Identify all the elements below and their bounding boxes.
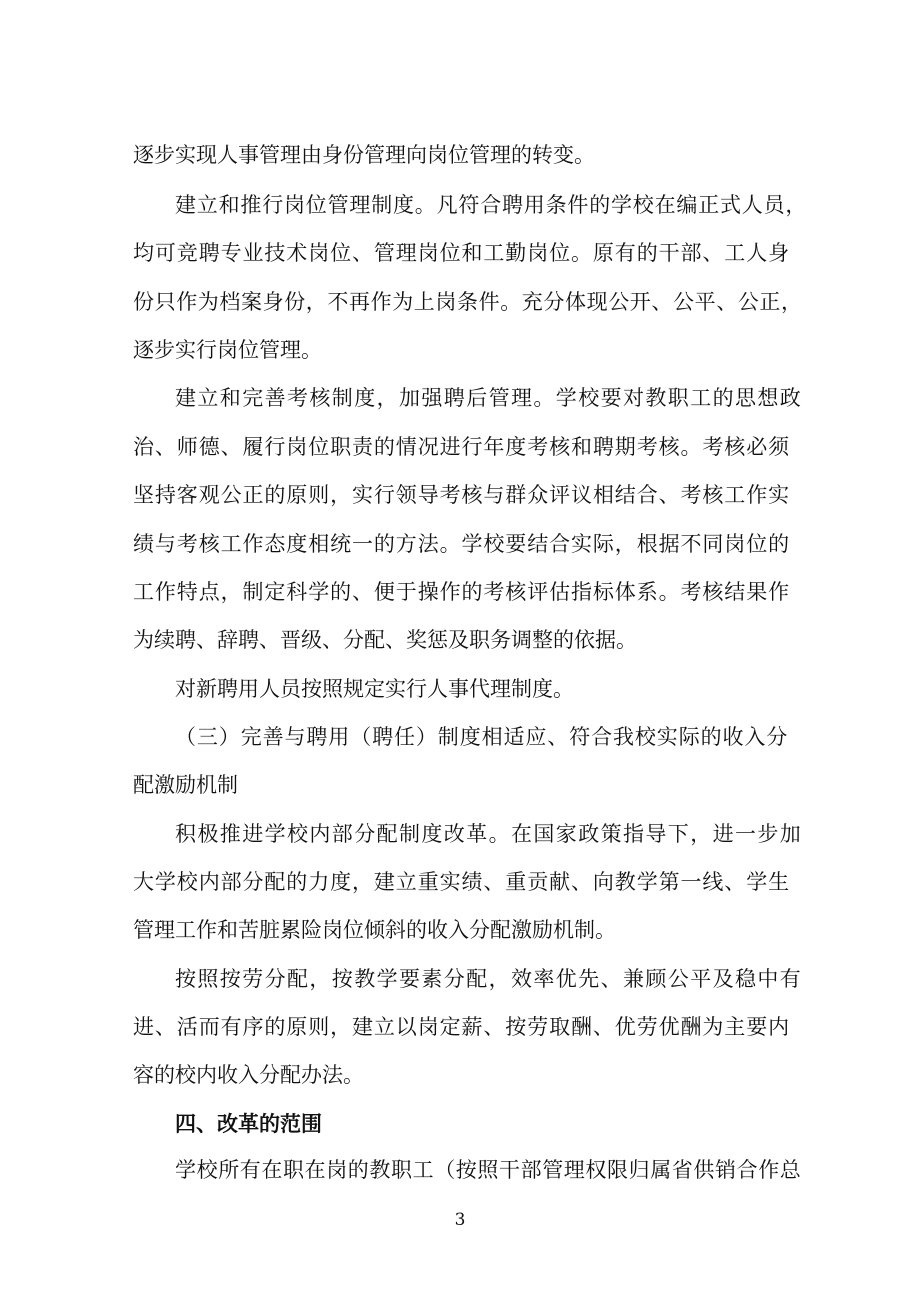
line-text: 配激励机制 bbox=[133, 773, 238, 797]
line-text: 份只作为档案身份，不再作为上岗条件。充分体现公开、公平、公正， bbox=[133, 290, 803, 314]
line-text: 建立和完善考核制度，加强聘后管理。学校要对教职工的思想政 bbox=[175, 386, 803, 410]
line-text: 治、师德、履行岗位职责的情况进行年度考核和聘期考核。考核必须 bbox=[133, 435, 790, 459]
line-text: 容的校内收入分配办法。 bbox=[133, 1063, 364, 1087]
heading-text: 四、改革的范围 bbox=[175, 1112, 322, 1136]
line-text: 进、活而有序的原则，建立以岗定薪、按劳取酬、优劳优酬为主要内 bbox=[133, 1015, 790, 1039]
line-text: 按照按劳分配，按教学要素分配，效率优先、兼顾公平及稳中有 bbox=[175, 967, 803, 991]
line-text: 逐步实现人事管理由身份管理向岗位管理的转变。 bbox=[133, 143, 595, 167]
page-number: 3 bbox=[454, 1210, 466, 1230]
line-text: 工作特点，制定科学的、便于操作的考核评估指标体系。考核结果作 bbox=[133, 580, 790, 604]
line-text: 建立和推行岗位管理制度。凡符合聘用条件的学校在编正式人员， bbox=[175, 193, 808, 217]
line-text: 逐步实行岗位管理。 bbox=[133, 338, 322, 362]
line-text: 坚持客观公正的原则，实行领导考核与群众评议相结合、考核工作实 bbox=[133, 483, 790, 507]
line-text: 积极推进学校内部分配制度改革。在国家政策指导下，进一步加 bbox=[175, 822, 803, 846]
line-text: 绩与考核工作态度相统一的方法。学校要结合实际，根据不同岗位的 bbox=[133, 532, 790, 556]
line-text: （三）完善与聘用（聘任）制度相适应、符合我校实际的收入分 bbox=[175, 725, 789, 749]
line-text: 为续聘、辞聘、晋级、分配、奖惩及职务调整的依据。 bbox=[133, 628, 637, 652]
line-text: 对新聘用人员按照规定实行人事代理制度。 bbox=[175, 677, 574, 701]
line-text: 大学校内部分配的力度，建立重实绩、重贡献、向教学第一线、学生 bbox=[133, 870, 790, 894]
line-text: 学校所有在职在岗的教职工（按照干部管理权限归属省供销合作总 bbox=[175, 1158, 802, 1182]
line-text: 均可竞聘专业技术岗位、管理岗位和工勤岗位。原有的干部、工人身 bbox=[133, 241, 790, 265]
line-text: 管理工作和苦脏累险岗位倾斜的收入分配激励机制。 bbox=[133, 918, 616, 942]
